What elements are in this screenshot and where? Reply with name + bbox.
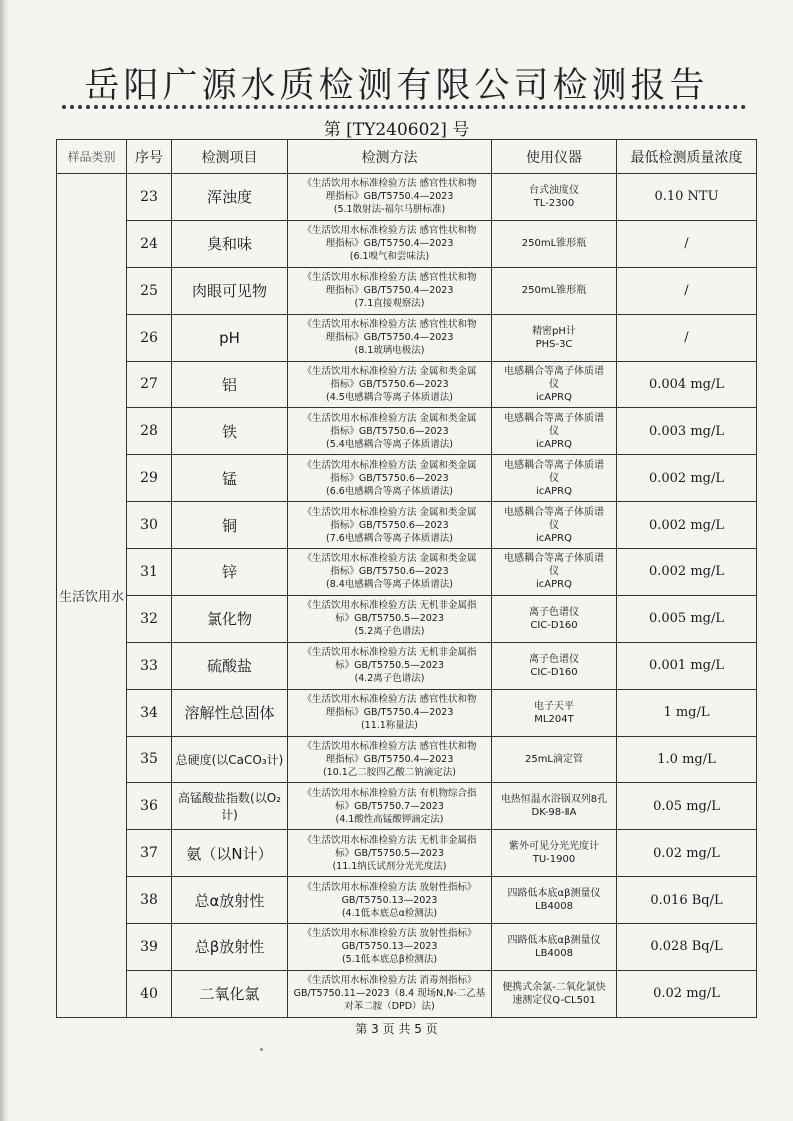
method-line: (5.2离子色谱法) [354,626,425,638]
col-header-instrument: 使用仪器 [492,140,617,174]
method-line: 《生活饮用水标准检验方法 消毒剂指标》 [302,975,477,987]
method-line: 《生活饮用水标准检验方法 金属和类金属 [302,365,477,377]
method-line: 《生活饮用水标准检验方法 感官性状和物 [302,740,477,752]
table-row [57,220,757,267]
method-cell [288,174,492,221]
table-row [57,830,757,877]
method-line: 标》GB/T5750.7—2023 [335,800,444,812]
method-line: 《生活饮用水标准检验方法 金属和类金属 [302,506,477,518]
instrument-line: 离子色谱仪 [529,606,579,618]
seq-cell: 29 [127,455,172,502]
instrument-cell [492,877,617,924]
method-line: 对苯二胺（DPD）法) [344,1001,435,1013]
seq-cell: 39 [127,924,172,971]
instrument-cell [492,220,617,267]
instrument-line: 250mL锥形瓶 [521,285,587,297]
table-row [57,455,757,502]
method-line: 标》GB/T5750.5—2023 [335,847,444,859]
method-line: (5.4电感耦合等离子体质谱法) [325,438,454,450]
concentration-cell: 0.003 mg/L [617,408,757,455]
seq-cell: 33 [127,642,172,689]
method-line: (4.5电感耦合等离子体质谱法) [325,391,454,403]
method-line: (4.1低本底总α检测法) [341,907,438,919]
method-cell [288,642,492,689]
report-number: 第 [TY240602] 号 [323,120,470,140]
instrument-cell [492,689,617,736]
item-cell: 锰 [172,455,288,502]
item-cell: 铝 [172,361,288,408]
method-cell [288,970,492,1017]
method-line: (11.1纳氏试剂分光光度法) [332,860,447,872]
seq-cell: 27 [127,361,172,408]
method-cell [288,877,492,924]
report-title: 岳阳广源水质检测有限公司检测报告 [84,66,709,106]
instrument-line: 电子天平 [534,700,574,712]
table-row [57,361,757,408]
instrument-line: 250mL锥形瓶 [521,238,587,250]
concentration-cell: / [617,267,757,314]
table-row [57,549,757,596]
seq-cell: 30 [127,502,172,549]
seq-cell: 34 [127,689,172,736]
method-line: 理指标》GB/T5750.4—2023 [325,238,454,250]
instrument-line: TU-1900 [532,854,576,866]
concentration-cell: 0.10 NTU [617,174,757,221]
instrument-line: 四路低本底αβ测量仪 [507,888,601,900]
table-row [57,970,757,1017]
method-cell [288,455,492,502]
item-cell: 总α放射性 [172,877,288,924]
item-cell: 总硬度(以CaCO₃计) [172,736,288,783]
method-line: (8.1玻璃电极法) [354,345,425,357]
instrument-line: LB4008 [535,901,573,913]
page-footer: 第 3 页 共 5 页 [355,1022,438,1036]
method-line: (8.4电感耦合等离子体质谱法) [325,579,454,591]
instrument-line: 电感耦合等离子体质谱 [504,459,604,471]
instrument-line: 仪 [549,472,559,484]
seq-cell: 37 [127,830,172,877]
table-row [57,267,757,314]
seq-cell: 25 [127,267,172,314]
method-cell [288,595,492,642]
method-line: 《生活饮用水标准检验方法 感官性状和物 [302,178,477,190]
seq-cell: 26 [127,314,172,361]
method-line: GB/T5750.11—2023（8.4 现场N,N-二乙基 [293,988,486,1000]
col-header-category: 样品类别 [57,140,127,174]
method-cell [288,408,492,455]
method-line: 理指标》GB/T5750.4—2023 [325,753,454,765]
item-cell: 肉眼可见物 [172,267,288,314]
concentration-cell: 0.002 mg/L [617,549,757,596]
col-header-concentration: 最低检测质量浓度 [617,140,757,174]
method-line: (6.6电感耦合等离子体质谱法) [325,485,454,497]
seq-cell: 35 [127,736,172,783]
concentration-cell: 0.02 mg/L [617,830,757,877]
method-line: 指标》GB/T5750.6—2023 [330,519,449,531]
table-row [57,924,757,971]
col-header-item: 检测项目 [172,140,288,174]
concentration-cell: 0.004 mg/L [617,361,757,408]
instrument-line: LB4008 [535,947,573,959]
concentration-cell: 0.002 mg/L [617,455,757,502]
method-cell [288,830,492,877]
concentration-cell: 0.005 mg/L [617,595,757,642]
seq-cell: 32 [127,595,172,642]
method-line: 《生活饮用水标准检验方法 感官性状和物 [302,272,477,284]
item-cell: pH [172,314,288,361]
method-cell [288,361,492,408]
method-line: 《生活饮用水标准检验方法 感官性状和物 [302,319,477,331]
instrument-line: icAPRQ [536,391,572,403]
method-line: (4.2离子色谱法) [354,673,425,685]
instrument-cell [492,783,617,830]
item-cell: 硫酸盐 [172,642,288,689]
table-row [57,736,757,783]
item-cell: 臭和味 [172,220,288,267]
method-line: 《生活饮用水标准检验方法 无机非金属指 [302,834,477,846]
instrument-cell [492,642,617,689]
method-line: GB/T5750.13—2023 [341,941,438,953]
concentration-cell: 1 mg/L [617,689,757,736]
instrument-line: DK-98-ⅡA [531,807,577,819]
item-cell: 二氧化氯 [172,970,288,1017]
method-cell [288,783,492,830]
instrument-cell [492,924,617,971]
instrument-line: 离子色谱仪 [529,653,579,665]
method-cell [288,220,492,267]
table-row [57,502,757,549]
scan-speck [260,1048,263,1051]
method-line: 指标》GB/T5750.6—2023 [330,566,449,578]
method-line: 《生活饮用水标准检验方法 有机物综合指 [302,787,477,799]
concentration-cell: 0.05 mg/L [617,783,757,830]
table-row [57,689,757,736]
instrument-line: 仪 [549,519,559,531]
method-line: 指标》GB/T5750.6—2023 [330,378,449,390]
method-line: 指标》GB/T5750.6—2023 [330,472,449,484]
method-line: GB/T5750.13—2023 [341,894,438,906]
instrument-line: 台式浊度仪 [529,184,579,196]
method-line: (6.1嗅气和尝味法) [349,251,430,263]
col-header-seq: 序号 [127,140,172,174]
concentration-cell: 0.001 mg/L [617,642,757,689]
table-row [57,642,757,689]
method-cell [288,549,492,596]
item-cell: 铁 [172,408,288,455]
method-line: 理指标》GB/T5750.4—2023 [325,285,454,297]
method-cell [288,924,492,971]
method-line: 理指标》GB/T5750.4—2023 [325,707,454,719]
seq-cell: 28 [127,408,172,455]
method-line: 《生活饮用水标准检验方法 金属和类金属 [302,459,477,471]
method-line: 《生活饮用水标准检验方法 金属和类金属 [302,553,477,565]
instrument-cell [492,314,617,361]
instrument-cell [492,502,617,549]
title-dotted-divider [62,105,746,109]
instrument-cell [492,970,617,1017]
instrument-line: 仪 [549,378,559,390]
instrument-line: 电热恒温水浴锅双列8孔 [500,794,608,806]
item-cell: 锌 [172,549,288,596]
instrument-line: CIC-D160 [530,666,578,678]
instrument-line: CIC-D160 [530,619,578,631]
instrument-line: 电感耦合等离子体质谱 [504,365,604,377]
instrument-cell [492,595,617,642]
concentration-cell: / [617,220,757,267]
method-line: 《生活饮用水标准检验方法 无机非金属指 [302,600,477,612]
sample-category-cell: 生活饮用水 [57,174,127,1018]
method-line: 《生活饮用水标准检验方法 感官性状和物 [302,694,477,706]
instrument-line: icAPRQ [536,438,572,450]
seq-cell: 40 [127,970,172,1017]
method-line: 《生活饮用水标准检验方法 感官性状和物 [302,225,477,237]
item-cell: 铜 [172,502,288,549]
concentration-cell: 0.002 mg/L [617,502,757,549]
instrument-line: icAPRQ [536,579,572,591]
instrument-line: 便携式余氯-二氧化氯快 [502,981,606,993]
item-cell: 浑浊度 [172,174,288,221]
instrument-line: 紫外可见分光光度计 [509,841,599,853]
test-items-table [56,139,757,1018]
method-line: (5.1低本底总β检测法) [341,954,438,966]
method-line: 《生活饮用水标准检验方法 无机非金属指 [302,647,477,659]
concentration-cell: 0.028 Bq/L [617,924,757,971]
table-row [57,595,757,642]
instrument-cell [492,736,617,783]
method-line: 指标》GB/T5750.6—2023 [330,425,449,437]
item-cell: 总β放射性 [172,924,288,971]
instrument-cell [492,830,617,877]
method-cell [288,502,492,549]
method-line: 《生活饮用水标准检验方法 放射性指标》 [302,881,477,893]
instrument-cell [492,549,617,596]
instrument-cell [492,267,617,314]
method-line: 《生活饮用水标准检验方法 金属和类金属 [302,412,477,424]
method-line: (4.1酸性高锰酸钾滴定法) [335,813,444,825]
item-cell: 溶解性总固体 [172,689,288,736]
page-edge-shadow [0,0,10,1121]
table-row [57,877,757,924]
method-cell [288,314,492,361]
table-row [57,174,757,221]
instrument-cell [492,455,617,502]
instrument-line: 精密pH计 [532,325,576,337]
seq-cell: 24 [127,220,172,267]
instrument-line: 四路低本底αβ测量仪 [507,934,601,946]
method-line: (7.1直接观察法) [354,298,425,310]
concentration-cell: 0.016 Bq/L [617,877,757,924]
concentration-cell: 1.0 mg/L [617,736,757,783]
seq-cell: 38 [127,877,172,924]
table-row [57,783,757,830]
seq-cell: 23 [127,174,172,221]
method-line: (7.6电感耦合等离子体质谱法) [325,532,454,544]
item-cell: 高锰酸盐指数(以O₂计) [172,783,288,830]
method-line: (10.1乙二胺四乙酸二钠滴定法) [322,766,457,778]
instrument-cell [492,174,617,221]
seq-cell: 31 [127,549,172,596]
method-line: (5.1散射法-福尔马肼标准) [333,204,446,216]
table-row [57,408,757,455]
method-cell [288,267,492,314]
table-row [57,314,757,361]
method-line: 标》GB/T5750.5—2023 [335,613,444,625]
instrument-line: 电感耦合等离子体质谱 [504,553,604,565]
instrument-line: icAPRQ [536,485,572,497]
instrument-line: PHS-3C [535,338,573,350]
instrument-line: 电感耦合等离子体质谱 [504,506,604,518]
instrument-cell [492,408,617,455]
col-header-method: 检测方法 [288,140,492,174]
instrument-line: 速测定仪Q-CL501 [512,994,596,1006]
concentration-cell: / [617,314,757,361]
method-cell [288,736,492,783]
method-line: 标》GB/T5750.5—2023 [335,660,444,672]
method-cell [288,689,492,736]
method-line: (11.1称量法) [360,720,419,732]
instrument-line: ML204T [534,713,574,725]
concentration-cell: 0.02 mg/L [617,970,757,1017]
instrument-line: icAPRQ [536,532,572,544]
instrument-line: 25mL滴定管 [524,753,584,765]
instrument-cell [492,361,617,408]
item-cell: 氨（以N计） [172,830,288,877]
table-body [57,174,757,1018]
method-line: 理指标》GB/T5750.4—2023 [325,332,454,344]
instrument-line: 仪 [549,425,559,437]
instrument-line: TL-2300 [533,197,575,209]
instrument-line: 仪 [549,566,559,578]
method-line: 《生活饮用水标准检验方法 放射性指标》 [302,928,477,940]
method-line: 理指标》GB/T5750.4—2023 [325,191,454,203]
item-cell: 氯化物 [172,595,288,642]
seq-cell: 36 [127,783,172,830]
instrument-line: 电感耦合等离子体质谱 [504,412,604,424]
table-header-row [57,140,757,174]
